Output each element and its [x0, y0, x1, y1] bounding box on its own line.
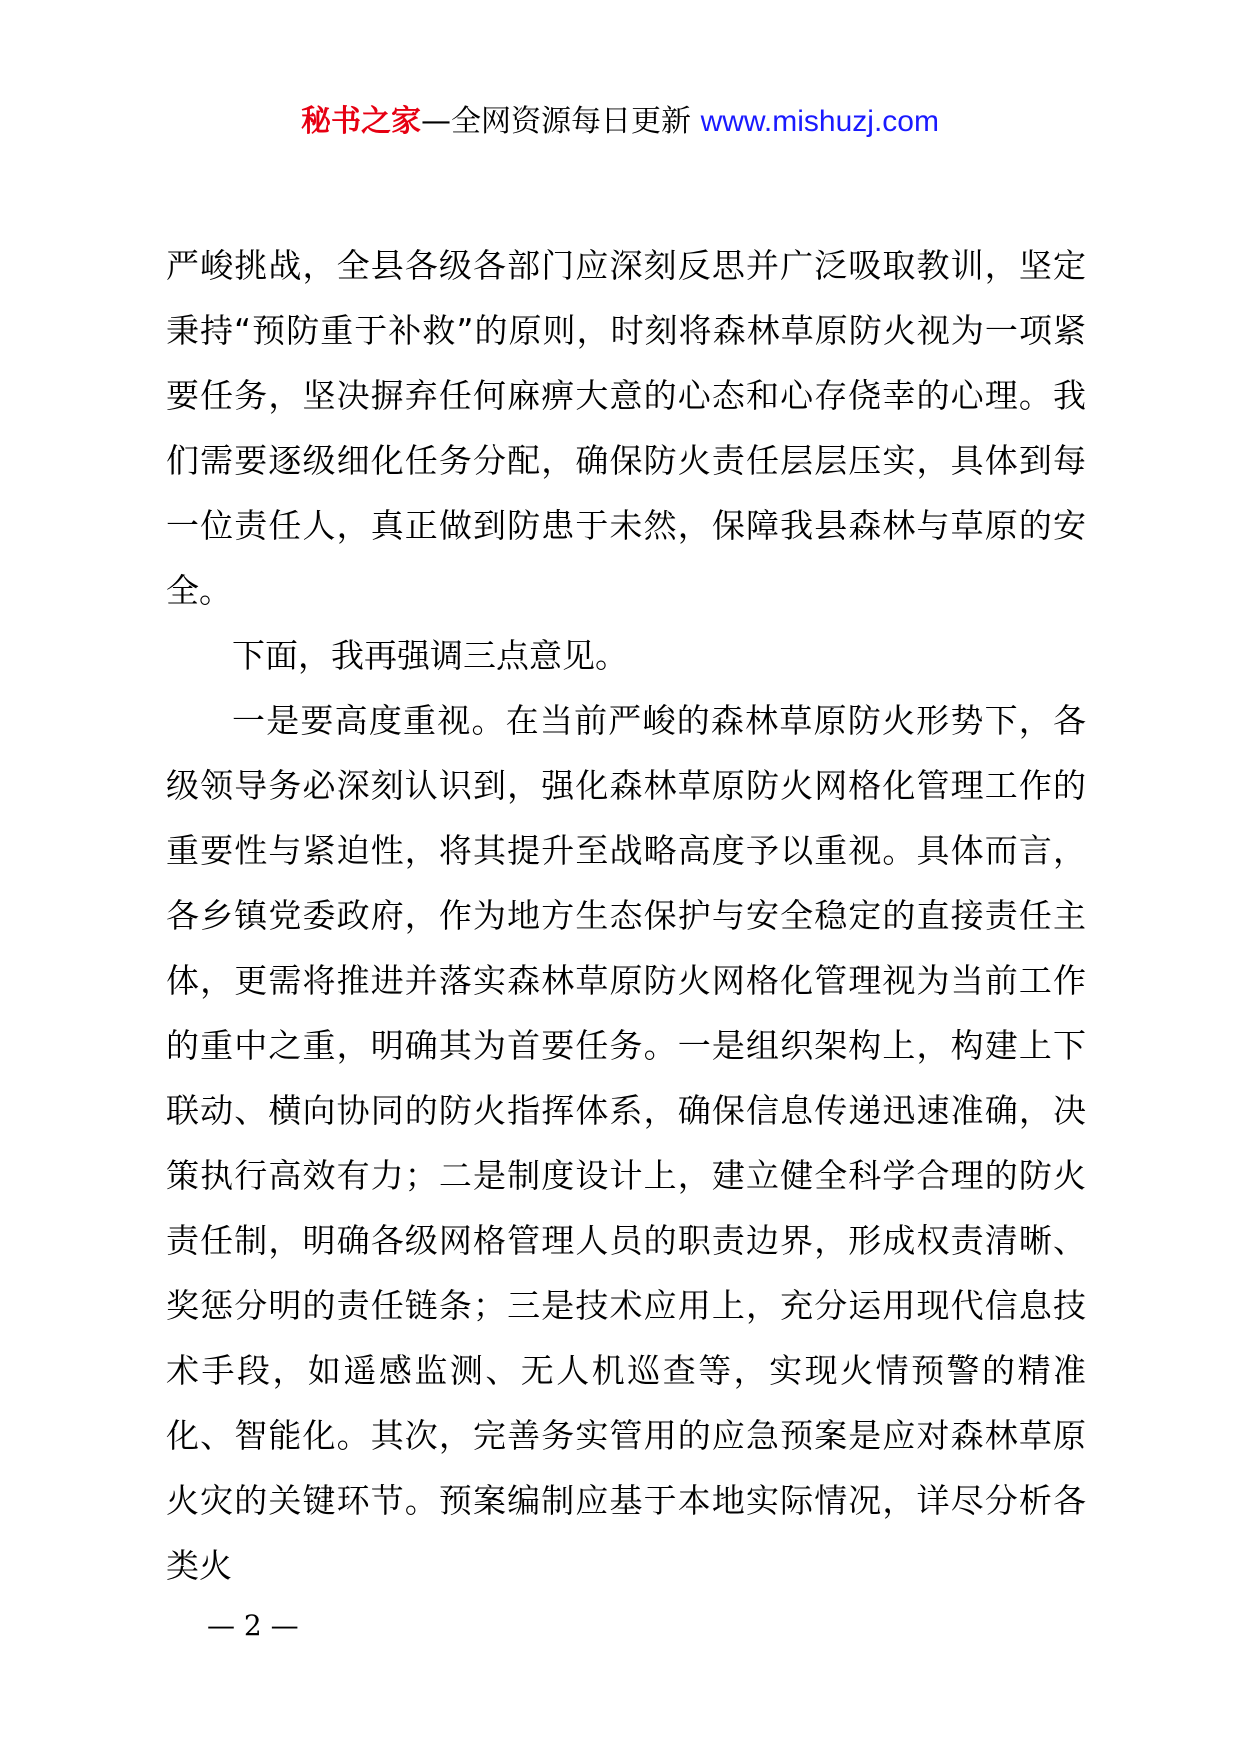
- paragraph-continuation: 严峻挑战，全县各级各部门应深刻反思并广泛吸取教训，坚定秉持“预防重于补救”的原则，时刻将森林草原防火视为一项紧要任务，坚决摒弃任何麻痹大意的心态和心存侥幸的心理。我们需要逐级细化任务分配，确保防火责任层层压实，具体到每一位责任人，真正做到防患于未然，保障我县森林与草原的安全。: [166, 246, 1086, 610]
- site-header: [0, 100, 1240, 144]
- page-number: — 2 —: [207, 1609, 299, 1642]
- document-body: [166, 233, 1086, 1598]
- paragraph-intro: 下面，我再强调三点意见。: [232, 636, 628, 675]
- paragraph-point-one: 一是要高度重视。在当前严峻的森林草原防火形势下，各级领导务必深刻认识到，强化森林草原防火网格化管理工作的重要性与紧迫性，将其提升至战略高度予以重视。具体而言，各乡镇党委政府，作为地方生态保护与安全稳定的直接责任主体，更需将推进并落实森林草原防火网格化管理视为当前工作的重中之重，明确其为首要任务。一是组织架构上，构建上下联动、横向协同的防火指挥体系，确保信息传递迅速准确，决策执行高效有力；二是制度设计上，建立健全科学合理的防火责任制，明确各级网格管理人员的职责边界，形成权责清晰、奖惩分明的责任链条；三是技术应用上，充分运用现代信息技术手段，如遥感监测、无人机巡查等，实现火情预警的精准化、智能化。其次，完善务实管用的应急预案是应对森林草原火灾的关键环节。预案编制应基于本地实际情况，详尽分析各类火: [166, 701, 1086, 1585]
- site-slogan: —全网资源每日更新: [421, 104, 701, 139]
- site-brand: 秘书之家: [301, 104, 422, 139]
- site-url-link[interactable]: www.mishuzj.com: [700, 105, 939, 138]
